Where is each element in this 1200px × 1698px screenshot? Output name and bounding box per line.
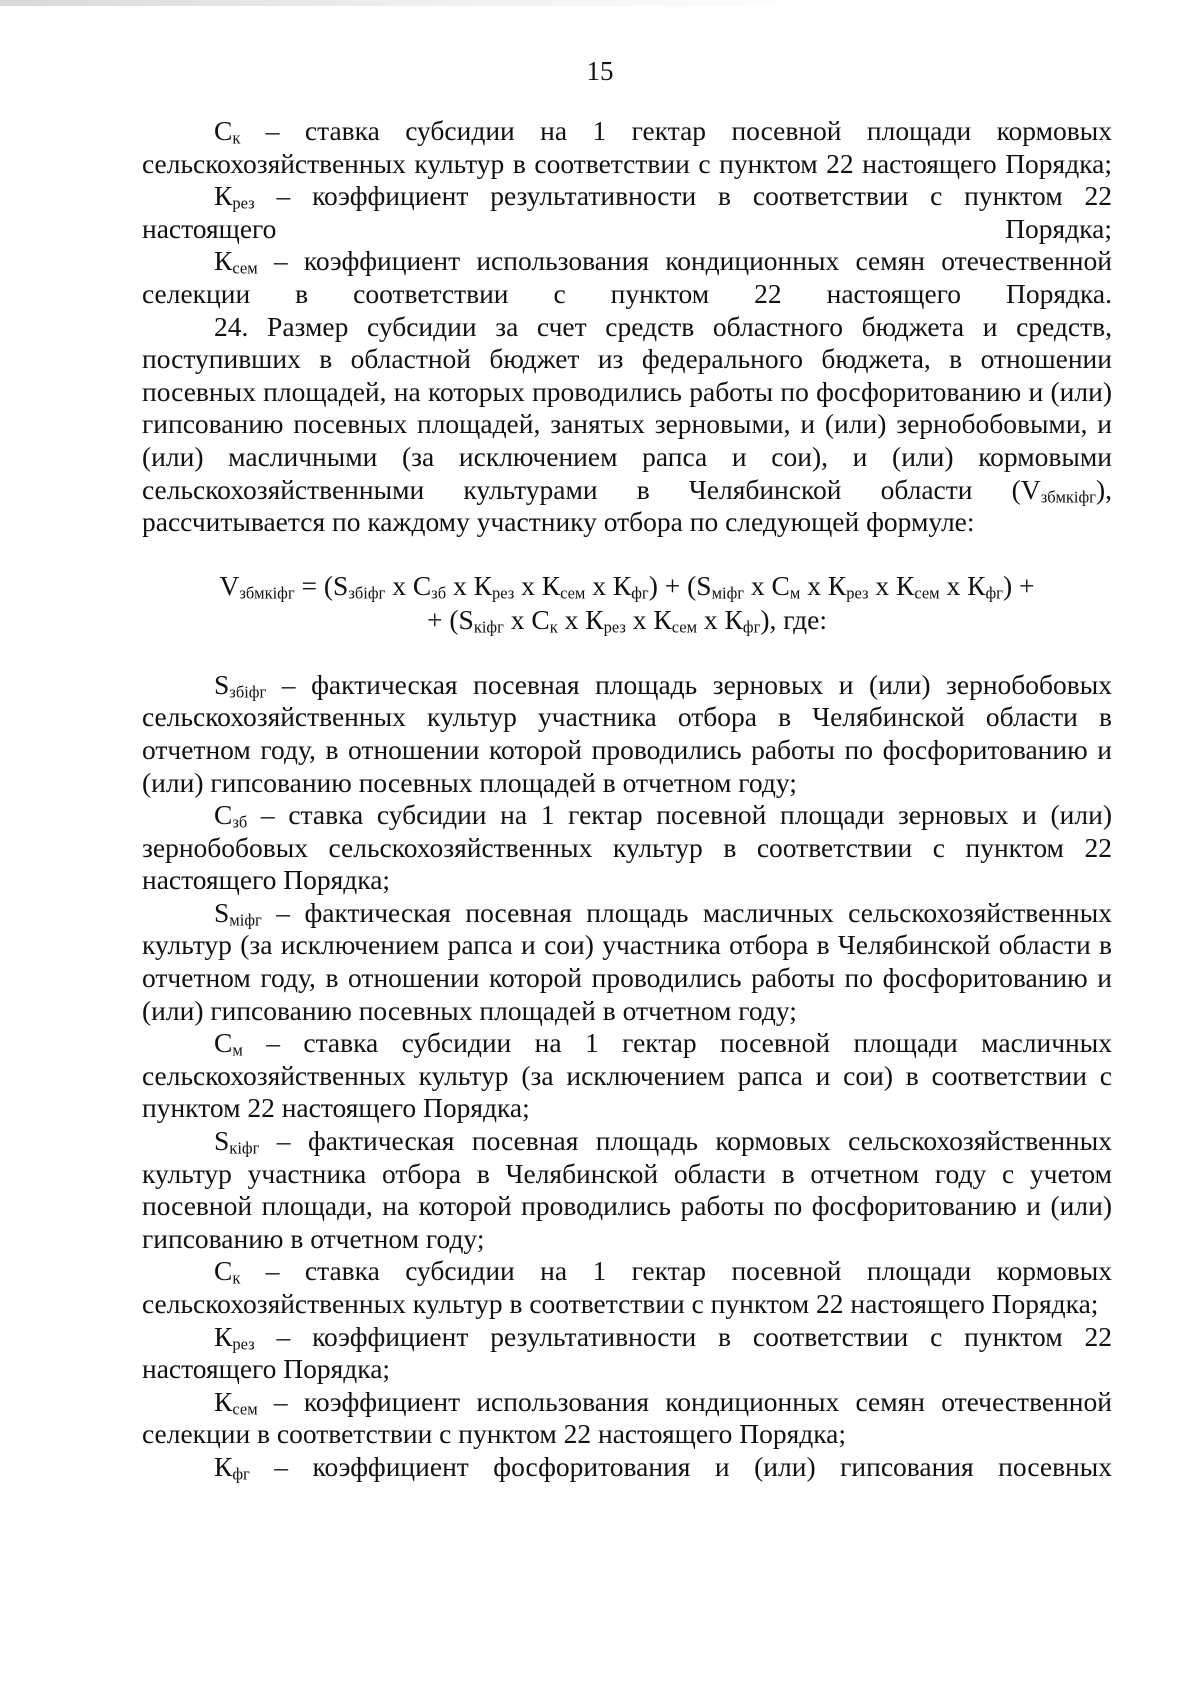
paragraph: $К_{рез}$ – коэффициент результативности в соответствии с пунктом 22 настоящего Порядка;	[142, 1320, 1112, 1385]
paragraph: $S_{мiфг}$ – фактическая посевная площадь масличных сельскохозяйственных культур (за исключением рапса и сои) участника отбора в Челябинской области в отчетном году, в отношении которой проводились работы по фосфоритованию и (или) гипсованию посевных площадей в отчетном году;	[142, 896, 1112, 1026]
formula-block	[142, 569, 1112, 637]
paragraph: $С_м$ – ставка субсидии на 1 гектар посевной площади масличных сельскохозяйственных культур (за исключением рапса и сои) в соответствии с пунктом 22 настоящего Порядка;	[142, 1027, 1112, 1124]
paragraph: $S_{кiфг}$ – фактическая посевная площадь кормовых сельскохозяйственных культур участника отбора в Челябинской области в отчетном году с учетом посевной площади, на которой проводились работы по фосфоритованию и (или) гипсованию в отчетном году;	[142, 1125, 1112, 1254]
paragraphs-after-formula	[142, 669, 1112, 1484]
scan-edge-artifact	[0, 0, 1200, 6]
paragraph: $К_{рез}$ – коэффициент результативности в соответствии с пунктом 22 настоящего Порядка;	[142, 180, 1112, 244]
paragraphs-before-formula	[142, 115, 1112, 539]
page-number: 15	[586, 56, 614, 86]
paragraph: $S_{збiфг}$ – фактическая посевная площадь зерновых и (или) зернобобовых сельскохозяйственных культур участника отбора в Челябинской области в отчетном году, в отношении которой проводились работы по фосфоритованию и (или) гипсованию посевных площадей в отчетном году;	[142, 668, 1112, 798]
document-body	[142, 115, 1112, 1484]
paragraph: 24. Размер субсидии за счет средств областного бюджета и средств, поступивших в областной бюджет из федерального бюджета, в отношении посевных площадей, на которых проводились работы по фосфоритованию и (или) гипсованию посевных площадей, занятых зерновыми, и (или) зернобобовыми, и (или) масличными (за исключением рапса и сои), и (или) кормовыми сельскохозяйственными культурами в Челябинской области $(V_{збмкiфг})$, рассчитывается по каждому участнику отбора по следующей формуле:	[142, 310, 1112, 538]
formula-line-2: + ($S_{кiфг}$ х $С_к$ х $К_{рез}$ х $К_{сем}$ х $К_{фг}$), где:	[426, 603, 828, 637]
formula-line-1: $V_{збмкiфг} = (S_{збiфг}$ х $С_{зб}$ х $К_{рез}$ х $К_{сем}$ х $К_{фг}) + (S_{мiфг}$ х $С_м$ х $К_{рез}$ х $К_{сем}$ х $К_{фг}$) +	[219, 569, 1035, 603]
paragraph: $С_к$ – ставка субсидии на 1 гектар посевной площади кормовых сельскохозяйственных культур в соответствии с пунктом 22 настоящего Порядка;	[142, 1255, 1112, 1319]
paragraph: $К_{сем}$ – коэффициент использования кондиционных семян отечественной селекции в соответствии с пунктом 22 настоящего Порядка;	[142, 1385, 1112, 1450]
paragraph: $К_{сем}$ – коэффициент использования кондиционных семян отечественной селекции в соответствии с пунктом 22 настоящего Порядка.	[142, 245, 1112, 309]
paragraph: $С_к$ – ставка субсидии на 1 гектар посевной площади кормовых сельскохозяйственных культур в соответствии с пунктом 22 настоящего Порядка;	[142, 115, 1112, 179]
paragraph: $С_{зб}$ – ставка субсидии на 1 гектар посевной площади зерновых и (или) зернобобовых сельскохозяйственных культур в соответствии с пунктом 22 настоящего Порядка;	[142, 799, 1112, 896]
paragraph: $К_{фг}$ – коэффициент фосфоритования и (или) гипсования посевных	[214, 1450, 1112, 1484]
